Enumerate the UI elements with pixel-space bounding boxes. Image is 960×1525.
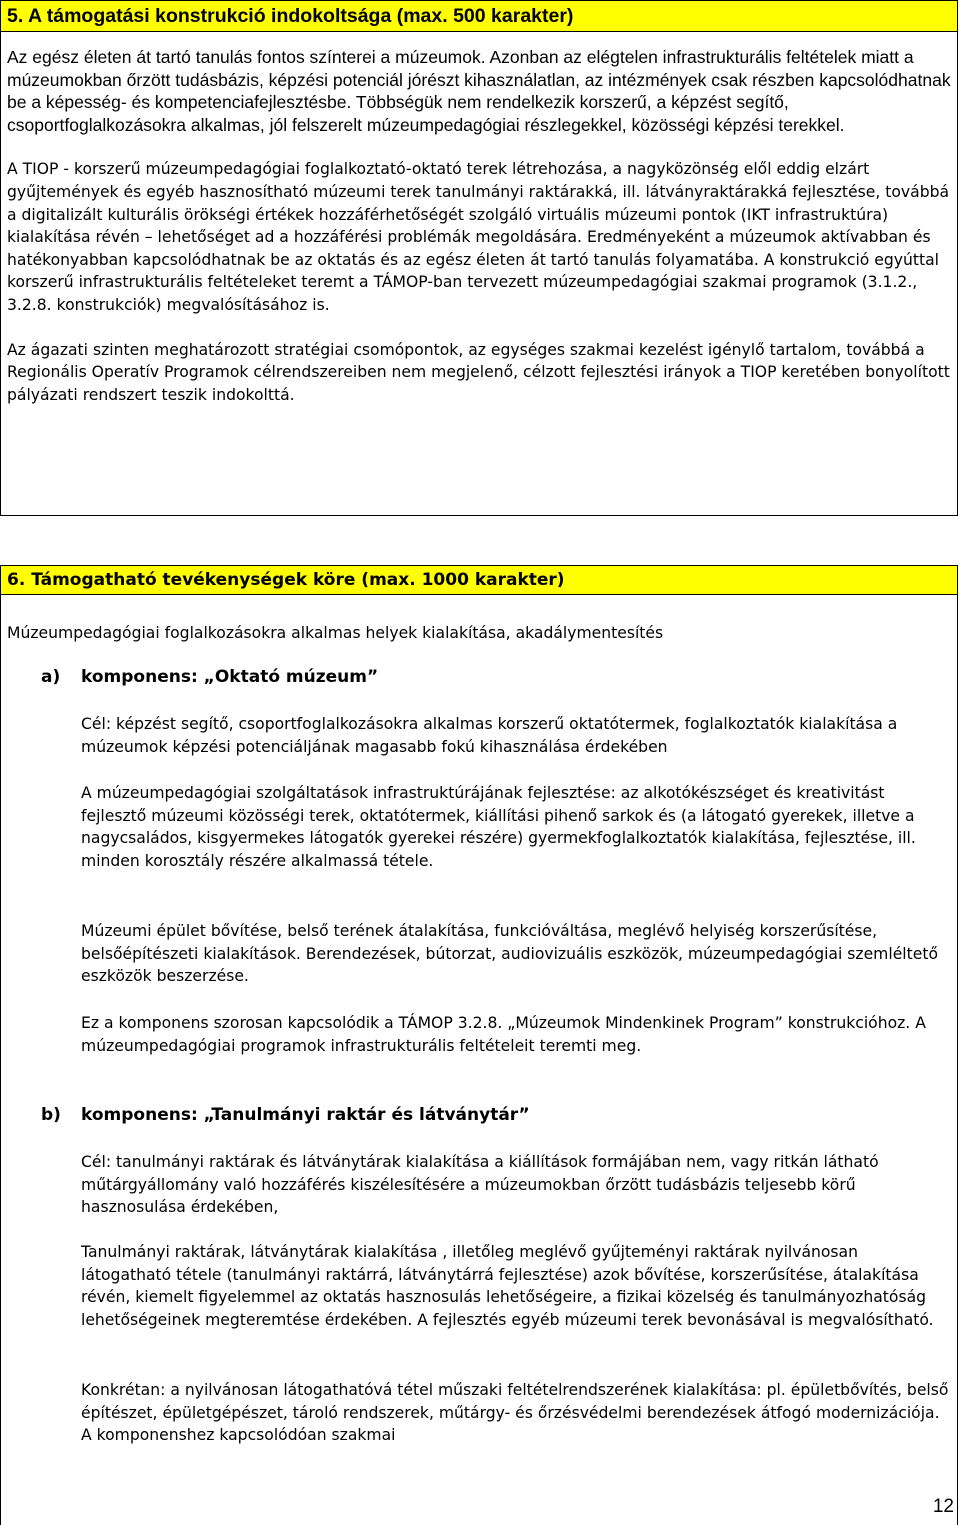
- component-a-label: a): [41, 667, 61, 687]
- component-b-paragraph-2: Tanulmányi raktárak, látványtárak kialakítása , illetőleg meglévő gyűjteményi raktárak nyilvánosan látogatható tétele (tanulmányi raktárrá, látványtárrá fejlesztése) azok bővítése, korszerűsítése, átalakítása révén, kiemelt figyelemmel az oktatás hasznosulás lehetőségeire, a fizikai közelség és tanulmányozhatóság lehetőségeinek megteremtése érdekében. A fejlesztés egyéb múzeumi terek bevonásával is megvalósítható.: [81, 1243, 934, 1329]
- component-a-paragraph-1: Cél: képzést segítő, csoportfoglalkozásokra alkalmas korszerű oktatótermek, foglalkoztatók kialakítása a múzeumok képzési potenciáljának magasabb fokú kihasználása érdekében: [81, 715, 898, 756]
- page-number: 12: [932, 1496, 954, 1517]
- component-a-title: komponens: „Oktató múzeum”: [81, 667, 379, 687]
- component-a-title-row: [41, 666, 378, 689]
- section-6-intro: Múzeumpedagógiai foglalkozásokra alkalmas helyek kialakítása, akadálymentesítés: [7, 624, 664, 642]
- section-5-body: [1, 32, 957, 406]
- component-b-title-row: [41, 1104, 530, 1127]
- component-b-paragraph-1: Cél: tanulmányi raktárak és látványtárak kialakítása a kiállítások formájában nem, vagy ritkán látható műtárgyállomány való hozzáférés kiszélesítésére a múzeumokban őrzött tudásbázis teljesebb körű hasznosulása érdekében,: [81, 1153, 879, 1217]
- section-5-box: [0, 0, 958, 516]
- section-5-heading: 5. A támogatási konstrukció indokoltsága (max. 500 karakter): [1, 1, 957, 32]
- section-5-paragraph-1: Az egész életen át tartó tanulás fontos színterei a múzeumok. Azonban az elégtelen infrastrukturális feltételek miatt a múzeumokban őrzött tudásbázis, képzési potenciál jórészt kihasználatlan, az intézmények csak részben kapcsolódhatnak be a képesség- és kompetenciafejlesztésbe. Többségük nem rendelkezik korszerű, a képzést segítő, csoportfoglalkozásokra alkalmas, jól felszerelt múzeumpedagógiai részlegekkel, közösségi képzési terekkel.: [7, 47, 951, 135]
- section-6-heading: 6. Támogatható tevékenységek köre (max. 1000 karakter): [1, 566, 957, 595]
- component-b-paragraph-3: Konkrétan: a nyilvánosan látogathatóvá tétel műszaki feltételrendszerének kialakítása: pl. épületbővítés, belső építészet, épületgépészet, tároló rendszerek, műtárgy- és őrzésvédelmi berendezések átfogó modernizációja. A komponenshez kapcsolódóan szakmai: [81, 1381, 949, 1445]
- component-b-title: komponens: „Tanulmányi raktár és látványtár”: [81, 1105, 530, 1125]
- component-a-paragraph-2: A múzeumpedagógiai szolgáltatások infrastruktúrájának fejlesztése: az alkotókészséget és kreativitást fejlesztő múzeumi közösségi terek, oktatótermek, kiállítási pihenő sarkok és (a látogató gyerekek, illetve a nagycsaládos, kisgyermekes látogatók gyerekei részére) gyermekfoglalkoztatók kialakítása, fejlesztése, ill. minden korosztály részére alkalmassá tétele.: [81, 784, 916, 870]
- component-a-paragraph-4: Ez a komponens szorosan kapcsolódik a TÁMOP 3.2.8. „Múzeumok Mindenkinek Program” konstrukcióhoz. A múzeumpedagógiai programok infrastrukturális feltételeit teremti meg.: [81, 1014, 926, 1055]
- section-5-paragraph-3: Az ágazati szinten meghatározott stratégiai csomópontok, az egységes szakmai kezelést igénylő tartalom, továbbá a Regionális Operatív Programok célrendszereiben nem megjelenő, célzott fejlesztési irányok a TIOP keretében bonyolított pályázati rendszert teszik indokolttá.: [7, 340, 950, 404]
- section-6-box: [0, 565, 958, 1525]
- section-5-paragraph-2: A TIOP - korszerű múzeumpedagógiai foglalkoztató-oktató terek létrehozása, a nagyközönség elől eddig elzárt gyűjtemények és egyéb hasznosítható múzeumi terek tanulmányi raktárakká, ill. látványraktárakká fejlesztése, továbbá a digitalizált kulturális örökségi értékek hozzáférhetőségét szolgáló virtuális múzeumi pontok (IKT infrastruktúra) kialakítása révén – lehetőséget ad a hozzáférési problémák megoldására. Eredményeként a múzeumok aktívabban és hatékonyabban kapcsolódhatnak be az oktatás és az egész életen át tartó tanulás folyamatába. A konstrukció egyúttal korszerű infrastrukturális feltételeket teremt a TÁMOP-ban tervezett múzeumpedagógiai szakmai programok (3.1.2., 3.2.8. konstrukciók) megvalósításához is.: [7, 160, 950, 314]
- component-b-label: b): [41, 1105, 61, 1125]
- component-a-paragraph-3: Múzeumi épület bővítése, belső terének átalakítása, funkcióváltása, meglévő helyiség korszerűsítése, belsőépítészeti kialakítások. Berendezések, bútorzat, audiovizuális eszközök, múzeumpedagógiai szemléltető eszközök beszerzése.: [81, 922, 938, 986]
